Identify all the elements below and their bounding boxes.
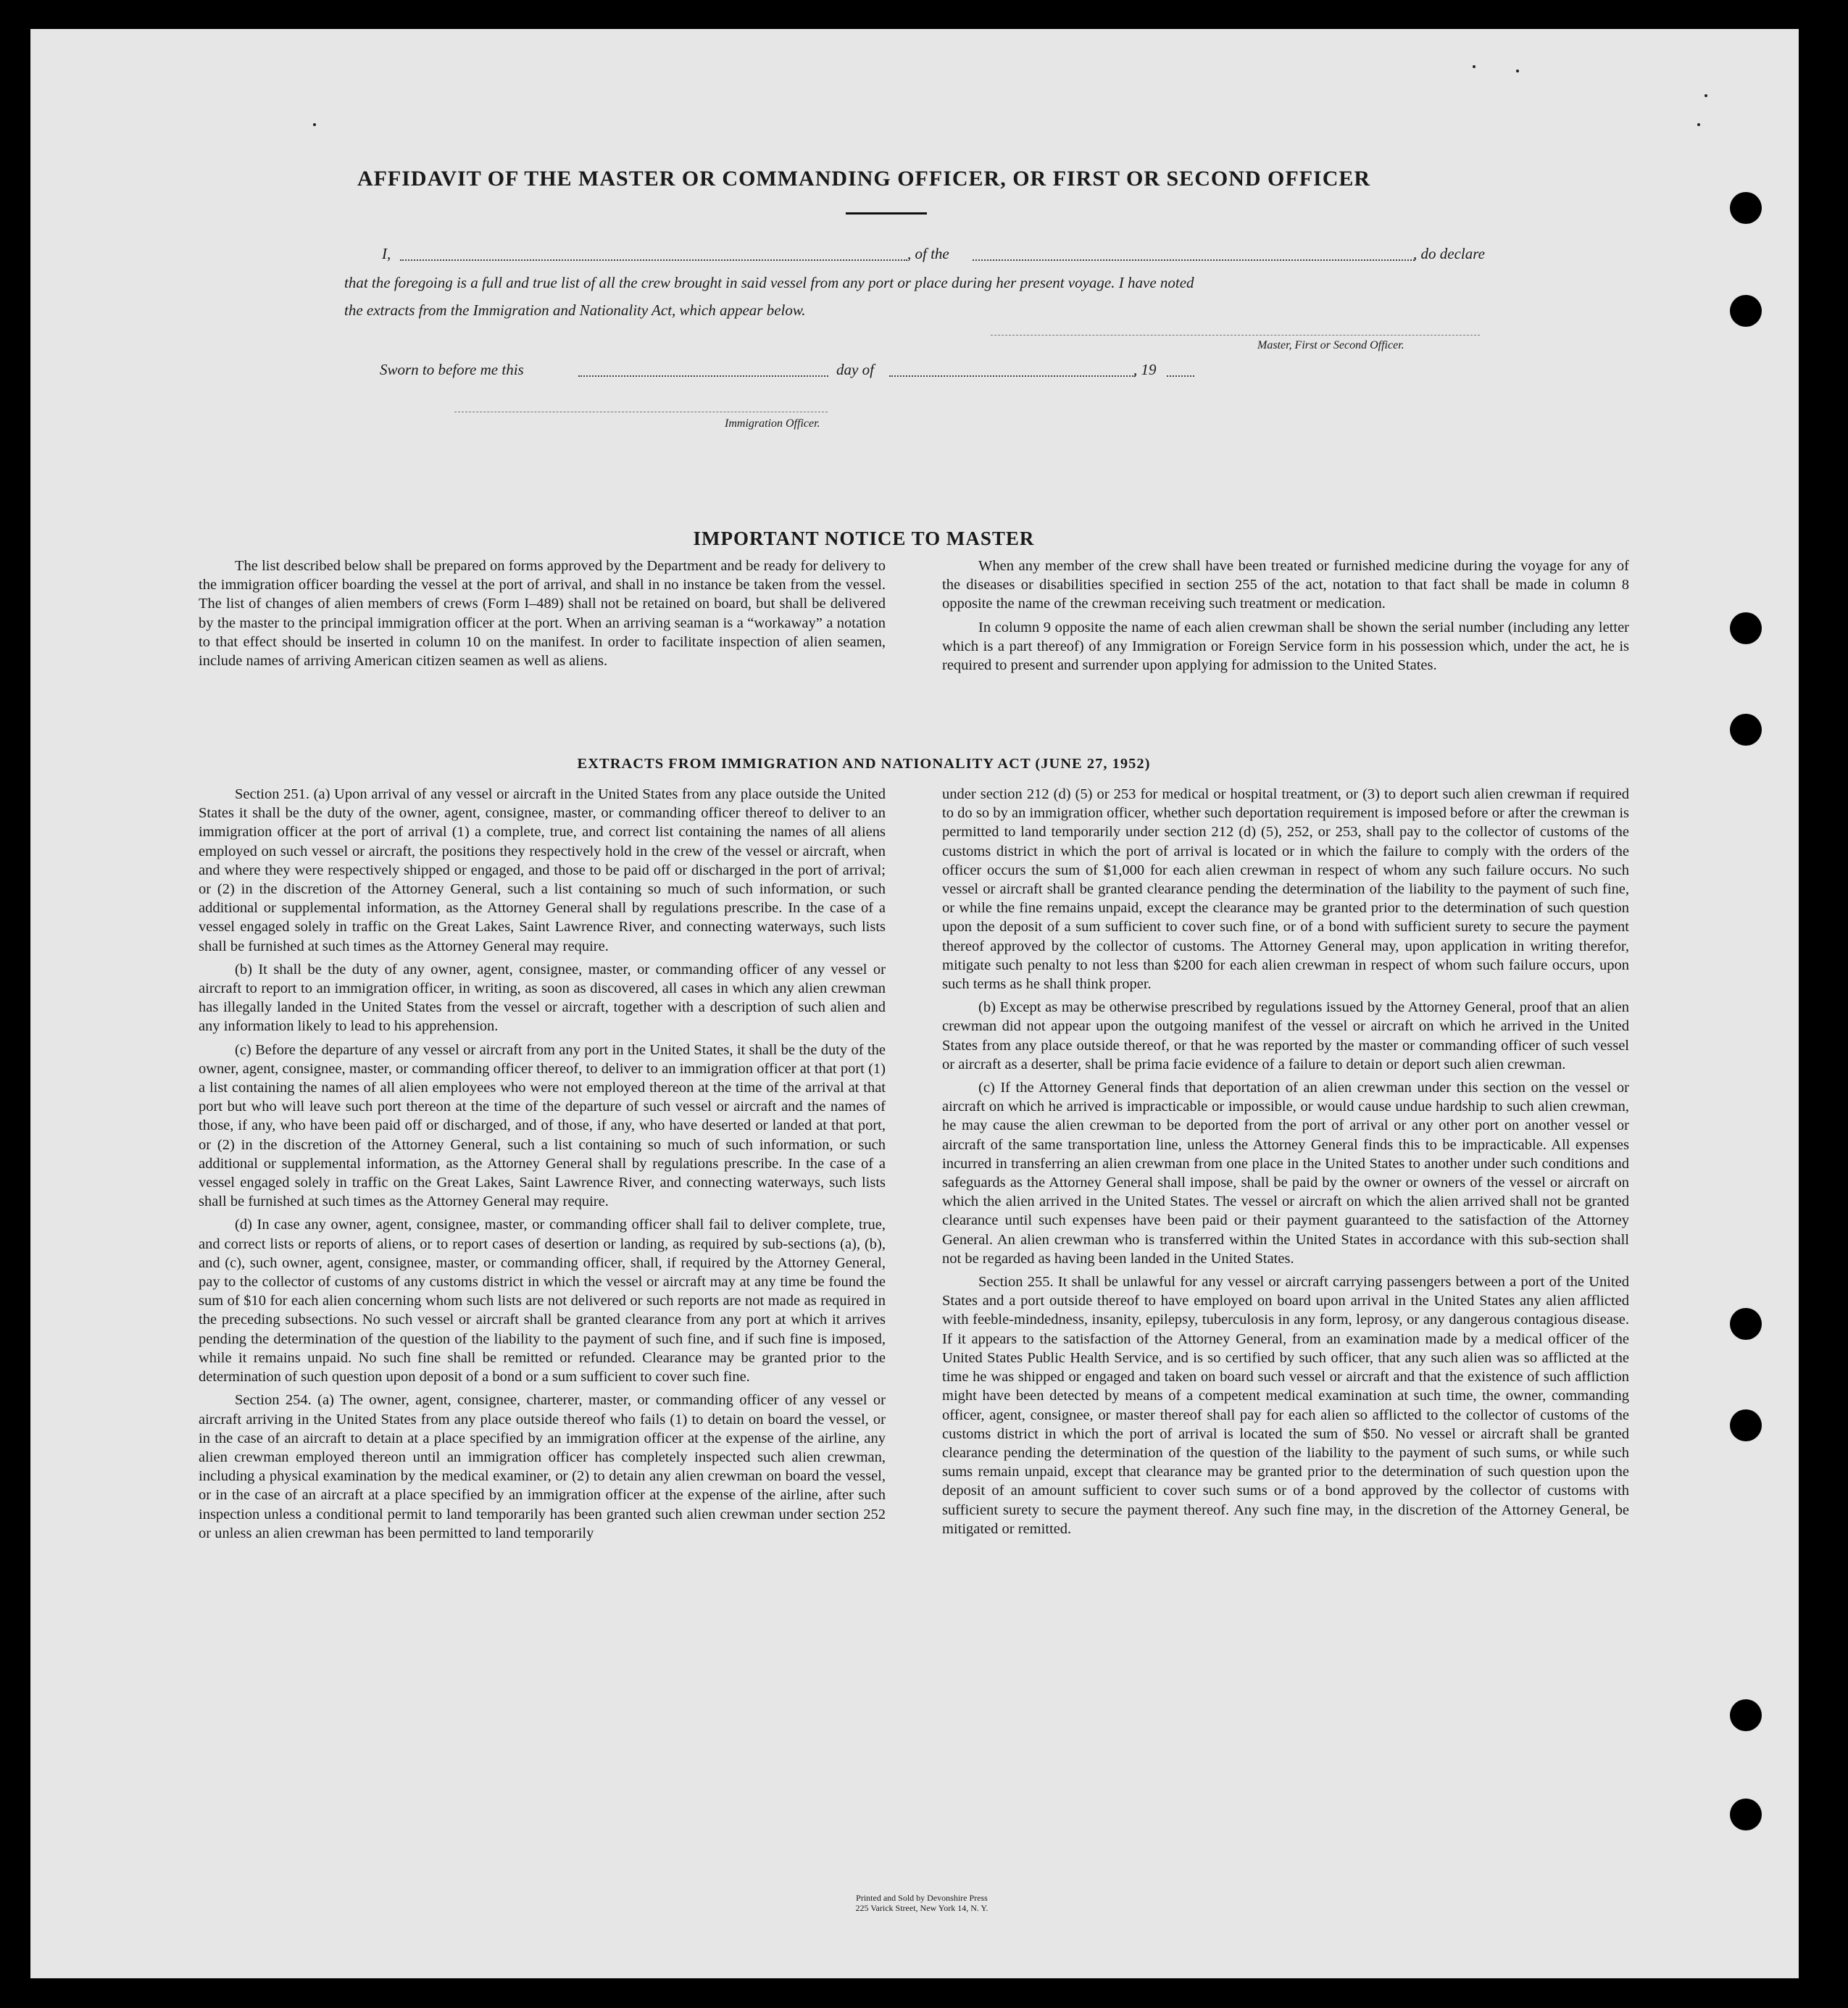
of-the-label: , of the — [907, 245, 949, 262]
extract-paragraph: (c) If the Attorney General finds that deportation of an alien crewman under this section on the vessel or aircraft on which he arrived is impracticable or impossible, or would cause undue hardship to such alien crewman, he may cause the alien crewman to be deported from the port of arrival or any other port on another vessel or aircraft of the same transportation line, unless the Attorney General finds this to be impracticable. All expenses incurred in transferring an alien crewman from one place in the United States to another under such conditions and safeguards as the Attorney General shall impose, shall be paid by the owner or owners of the vessel or aircraft on which the alien arrived in the United States. The vessel or aircraft on which the alien arrived shall not be granted clearance until such expenses have been paid or their payment guaranteed to the satisfaction of the Attorney General. An alien crewman who is transferred within the United States in accordance with this sub-section shall not be regarded as having been landed in the United States. — [942, 1080, 1629, 1267]
declaration-line-2: that the foregoing is a full and true list of all the crew brought in said vessel from any port or place during her present voyage. I have noted — [344, 274, 1194, 291]
sworn-year-blank[interactable] — [1167, 375, 1194, 377]
punch-hole — [1730, 1308, 1762, 1340]
master-signature-line[interactable] — [991, 335, 1480, 336]
day-of-label: day of — [836, 361, 874, 378]
extract-paragraph: Section 255. It shall be unlawful for any vessel or aircraft carrying passengers between a port of the United States and a port outside thereof to have employed on board upon arrival in the United States any alien afflicted with feeble-mindedness, insanity, epilepsy, tuberculosis in any form, leprosy, or any dangerous contagious disease. If it appears to the satisfaction of the Attorney General, from an examination made by a medical officer of the United States Public Health Service, and is so certified by such officer, that any such alien was so afflicted at the time he was shipped or engaged and taken on board such vessel or aircraft and that the existence of such affliction might have been detected by means of a competent medical examination at such time, the owner, commanding officer, agent, consignee, or master thereof shall pay for each alien so afflicted to the collector of customs of the customs district in which the port of arrival is located the sum of $50. No vessel or aircraft shall be granted clearance pending the determination of the question of the liability to the payment of such sums, or while such sums remain unpaid, except that clearance may be granted prior to the determination of such question upon the deposit of an amount sufficient to cover such sums or of a bond approved by the collector of customs with sufficient surety to secure the payment thereof. Any such fine may, in the discretion of the Attorney General, be mitigated or remitted. — [942, 1274, 1629, 1537]
extracts-right-column — [942, 785, 1629, 1543]
extract-paragraph: under section 212 (d) (5) or 253 for medical or hospital treatment, or (3) to deport such alien crewman if required to do so by an immigration officer, whether such deportation requirement is imposed before or after the crewman is permitted to land temporarily under section 212 (d) (5), 252, or 253, shall pay to the collector of customs of the customs district in which the port of arrival is located or in which the failure to comply with the orders of the officer occurs the sum of $1,000 for each alien crewman in respect of whom any such failure occurs. No such vessel or aircraft shall be granted clearance pending the determination of the liability to the payment of such fine, or while the fine remains unpaid, except the clearance may be granted prior to the determination of such question upon the deposit of a sum sufficient to cover such fine, or of a bond with sufficient surety to secure the payment thereof approved by the collector of customs. The Attorney General may, upon application in writing therefor, mitigate such penalty to not less than $200 for each alien crewman in respect of whom such failure occurs, upon such terms as he shall think proper. — [942, 786, 1629, 993]
notice-right-column — [942, 557, 1629, 679]
affidavit-title: AFFIDAVIT OF THE MASTER OR COMMANDING OFFICER, OR FIRST OR SECOND OFFICER — [357, 167, 1371, 191]
printer-imprint — [813, 1893, 1031, 1913]
punch-hole — [1730, 612, 1762, 644]
immigration-caption: Immigration Officer. — [725, 417, 820, 430]
name-blank[interactable] — [400, 259, 907, 261]
sworn-day-blank[interactable] — [578, 375, 828, 377]
printer-line-2: 225 Varick Street, New York 14, N. Y. — [855, 1903, 988, 1913]
notice-right-paragraph-1: When any member of the crew shall have been treated or furnished medicine during the voyage for any of the diseases or disabilities specified in section 255 of the act, notation to that fact shall be made in column 8 opposite the name of the crewman receiving such treatment or medication. — [942, 558, 1629, 612]
punch-hole — [1730, 295, 1762, 327]
extract-paragraph: (c) Before the departure of any vessel or aircraft from any port in the United States, it shall be the duty of the owner, agent, consignee, master, or commanding officer thereof, to deliver to an immigration officer at that port (1) a list containing the names of all alien employees who were not employed thereon at the time of the arrival at that port but who will leave such port thereon at the time of the departure of such vessel or aircraft and the names of those, if any, who have been paid off or discharged, and of those, if any, who have deserted or landed at that port, or (2) in the discretion of the Attorney General, such a list containing so much of such information, or such additional or supplemental information, as the Attorney General shall by regulations prescribe. In the case of a vessel engaged solely in traffic on the Great Lakes, Saint Lawrence River, and connecting waterways, such lists shall be furnished at such times as the Attorney General may require. — [199, 1041, 886, 1210]
title-rule — [846, 212, 927, 214]
speck — [1473, 65, 1476, 68]
master-caption: Master, First or Second Officer. — [1257, 339, 1404, 351]
extract-paragraph: (b) It shall be the duty of any owner, agent, consignee, master, or commanding officer of any vessel or aircraft to report to an immigration officer, in writing, as soon as discovered, all cases in which any alien crewman has illegally landed in the United States from the vessel or aircraft, together with a description of such alien and any information likely to lead to his apprehension. — [199, 961, 886, 1035]
sworn-month-blank[interactable] — [889, 375, 1136, 377]
speck — [1516, 70, 1519, 72]
notice-left-paragraph: The list described below shall be prepared on forms approved by the Department and be ready for delivery to the immigration officer boarding the vessel at the port of arrival, and shall in no instance be taken from the vessel. The list of changes of alien members of crews (Form I–489) shall not be retained on board, but shall be delivered by the master to the principal immigration officer at the port. When an arriving seaman is a “workaway” a notation to that effect should be inserted in column 10 on the manifest. In order to facilitate inspection of alien seamen, include names of arriving American citizen seamen as well as aliens. — [199, 558, 886, 670]
declaration-line-3: the extracts from the Immigration and Nationality Act, which appear below. — [344, 301, 806, 319]
punch-hole — [1730, 1799, 1762, 1830]
speck — [1705, 94, 1707, 97]
extract-paragraph: Section 254. (a) The owner, agent, consignee, charterer, master, or commanding officer of any vessel or aircraft arriving in the United States from any place outside thereof who fails (1) to detain on board the vessel, or in the case of an aircraft to detain at a place specified by an immigration officer at the expense of the airline, any alien crewman employed thereon until an immigration officer has completely inspected such alien crewman, including a physical examination by the medical examiner, or (2) to detain any alien crewman on board the vessel, or in the case of an aircraft at a place specified by an immigration officer at the expense of the airline, after such inspection unless a conditional permit to land temporarily has been granted such alien crewman under section 252 or unless an alien crewman has been permitted to land temporarily — [199, 1392, 886, 1541]
extract-paragraph: (b) Except as may be otherwise prescribed by regulations issued by the Attorney General, proof that an alien crewman did not appear upon the outgoing manifest of the vessel or aircraft on which he arrived in the United States from any place outside thereof, or that he was reported by the master or commanding officer of such vessel or aircraft as a deserter, shall be prima facie evidence of a failure to detain or deport such alien crewman. — [942, 999, 1629, 1072]
printer-line-1: Printed and Sold by Devonshire Press — [856, 1893, 988, 1903]
extract-paragraph: Section 251. (a) Upon arrival of any vessel or aircraft in the United States from any place outside the United States it shall be the duty of the owner, agent, consignee, master, or commanding officer thereof to deliver to an immigration officer at the port of arrival (1) a complete, true, and correct list containing the names of all aliens employed on such vessel or aircraft, the positions they respectively hold in the crew of the vessel or aircraft, when and where they were respectively shipped or engaged, and those to be paid off or discharged in the port of arrival; or (2) in the discretion of the Attorney General, such a list containing so much of such information, or such additional or supplemental information, as the Attorney General shall by regulations prescribe. In the case of a vessel engaged solely in traffic on the Great Lakes, Saint Lawrence River, and connecting waterways, such lists shall be furnished at such times as the Attorney General may require. — [199, 786, 886, 954]
speck — [1697, 123, 1700, 126]
extracts-title: EXTRACTS FROM IMMIGRATION AND NATIONALITY ACT (JUNE 27, 1952) — [577, 756, 1151, 772]
punch-hole — [1730, 714, 1762, 746]
punch-hole — [1730, 1409, 1762, 1441]
extract-paragraph: (d) In case any owner, agent, consignee, master, or commanding officer shall fail to deliver complete, true, and correct lists or reports of aliens, or to report cases of desertion or landing, as required by sub-sections (a), (b), and (c), such owner, agent, consignee, master, or commanding officer, shall, if required by the Attorney General, pay to the collector of customs of any customs district in which the vessel or aircraft may at any time be found the sum of $10 for each alien concerning whom such lists are not delivered or such reports are not made as required in the preceding subsections. No such vessel or aircraft shall be granted clearance from any port at which it arrives pending the determination of the question of the liability to the payment of such fine, and if such fine is imposed, while it remains unpaid. No such fine shall be remitted or refunded. Clearance may be granted prior to the determination of such question upon deposit of a bond or a sum sufficient to cover such fine. — [199, 1217, 886, 1386]
i-label: I, — [382, 245, 391, 262]
document-page — [30, 29, 1799, 1978]
notice-left-column — [199, 557, 886, 675]
sworn-label: Sworn to before me this — [380, 361, 524, 378]
year-label: , 19 — [1133, 361, 1157, 378]
notice-title: IMPORTANT NOTICE TO MASTER — [693, 528, 1035, 549]
punch-hole — [1730, 1699, 1762, 1731]
vessel-blank[interactable] — [973, 259, 1415, 261]
do-declare-label: , do declare — [1413, 245, 1485, 262]
speck — [313, 123, 316, 126]
extracts-left-column — [199, 785, 886, 1547]
punch-hole — [1730, 192, 1762, 224]
notice-right-paragraph-2: In column 9 opposite the name of each alien crewman shall be shown the serial number (including any letter which is a part thereof) of any Immigration or Foreign Service form in his possession which, under the act, he is required to present and surrender upon applying for admission to the United States. — [942, 619, 1629, 674]
